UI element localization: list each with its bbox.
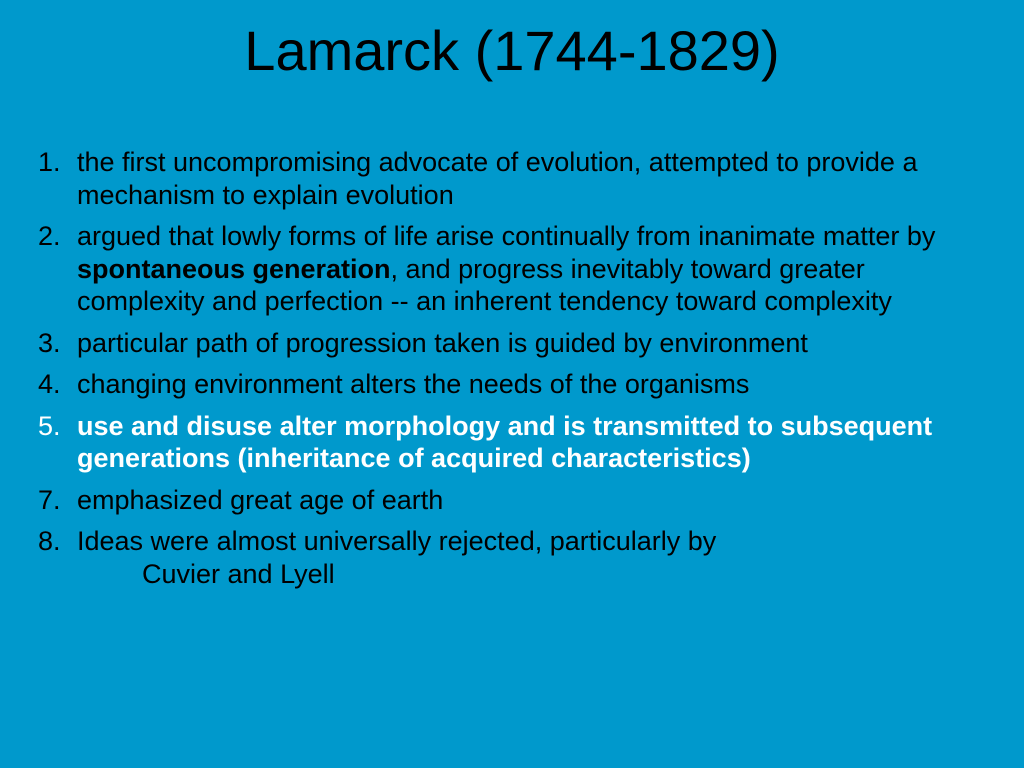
list-item-8 <box>38 525 978 590</box>
item-text: particular path of progression taken is guided by environment <box>77 327 808 358</box>
item-text: use and disuse alter morphology and is transmitted to subsequent generations (inheritance of acquired characteristics) <box>77 410 933 473</box>
item-text: emphasized great age of earth <box>77 484 444 515</box>
list-item-5 <box>38 410 978 475</box>
item-text-before: argued that lowly forms of life arise continually from inanimate matter by <box>77 221 936 251</box>
list-item-7 <box>38 484 978 517</box>
bullet-list <box>38 146 978 599</box>
item-number: 5. <box>38 410 61 441</box>
item-number: 1. <box>38 147 61 177</box>
slide-title: Lamarck (1744-1829) <box>244 19 780 82</box>
item-text: changing environment alters the needs of the organisms <box>77 369 750 399</box>
item-text: the first uncompromising advocate of evolution, attempted to provide a mechanism to explain evolution <box>77 147 918 210</box>
list-item-1 <box>38 146 978 211</box>
item-number: 4. <box>38 369 61 399</box>
item-text-line1: Ideas were almost universally rejected, particularly by <box>77 526 717 556</box>
list-item-4 <box>38 368 978 401</box>
item-text <box>77 221 935 316</box>
item-number: 7. <box>38 484 61 515</box>
item-text-after: , and progress inevitably toward greater complexity and perfection -- an inherent tendency toward complexity <box>77 253 892 316</box>
item-number: 3. <box>38 327 61 358</box>
list-item-2 <box>38 220 978 318</box>
list-item-3 <box>38 327 978 360</box>
item-number: 2. <box>38 221 61 251</box>
item-text <box>77 526 978 590</box>
item-number: 8. <box>38 526 61 556</box>
item-bold-term: spontaneous generation <box>77 253 391 284</box>
item-text-line2: Cuvier and Lyell <box>142 558 335 589</box>
